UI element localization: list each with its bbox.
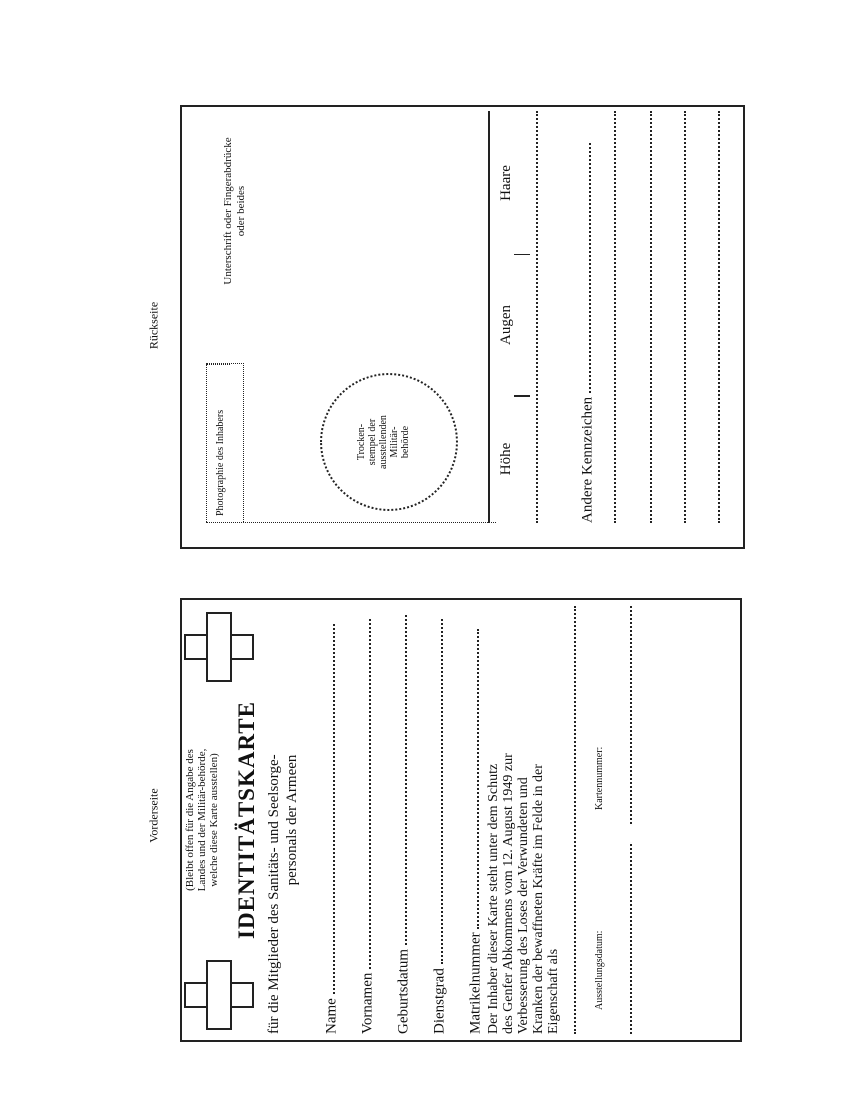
red-cross-icon-right [180,608,258,686]
photo-label: Photographie des Inhabers [215,409,226,516]
signature-label: Unterschrift oder Fingerabdrücke oder beides [222,137,247,285]
issue-date-line [630,844,632,1034]
measurements-table [488,111,550,523]
card-number-label: Kartennummer: [594,746,605,810]
col-height: Höhe [498,442,514,476]
field-dienstgrad: Dienstgrad [430,619,448,1034]
front-card [180,598,742,1042]
col-eyes: Augen [498,305,514,345]
photo-box-left-edge [206,363,230,365]
protection-statement: Der Inhaber dieser Karte steht unter dem Schutz des Genfer Abkommens vom 12. August 1949 zur Verbesserung des Loses der Verwundeten und Kranken der bewaffneten Kräfte im Felde in der Eigenschaft als [486,753,561,1034]
back-card [180,105,745,549]
back-side-label: Rückseite [146,301,161,350]
issuer-note: (Bleibt offen für die Angabe des Landes und der Militär-behörde, welche diese Karte ausstellen) [184,748,220,892]
eigenschaft-line [574,606,576,1034]
field-vornamen: Vornamen [358,619,376,1034]
photo-box [206,363,244,523]
field-name: Name [322,624,340,1034]
field-geburtsdatum: Geburtsdatum [394,615,412,1034]
photo-box-right-edge [206,521,496,523]
red-cross-icon-left [180,956,258,1034]
front-side-label: Vorderseite [146,788,161,843]
col-hair: Haare [498,165,514,201]
stamp-label: Trocken- stempel der ausstellenden Militär- behörde [356,415,411,469]
field-matrikelnummer: Matrikelnummer [466,629,484,1034]
dry-stamp-circle [320,373,458,511]
card-subtitle-2: personals der Armeen [284,754,300,886]
card-subtitle-1: für die Mitglieder des Sanitäts- und Seelsorge- [266,754,282,1034]
card-number-line [630,606,632,824]
card-title: IDENTITÄTSKARTE [234,701,259,939]
issue-date-label: Ausstellungsdatum: [594,930,605,1010]
other-marks: Andere Kennzeichen [578,143,596,523]
